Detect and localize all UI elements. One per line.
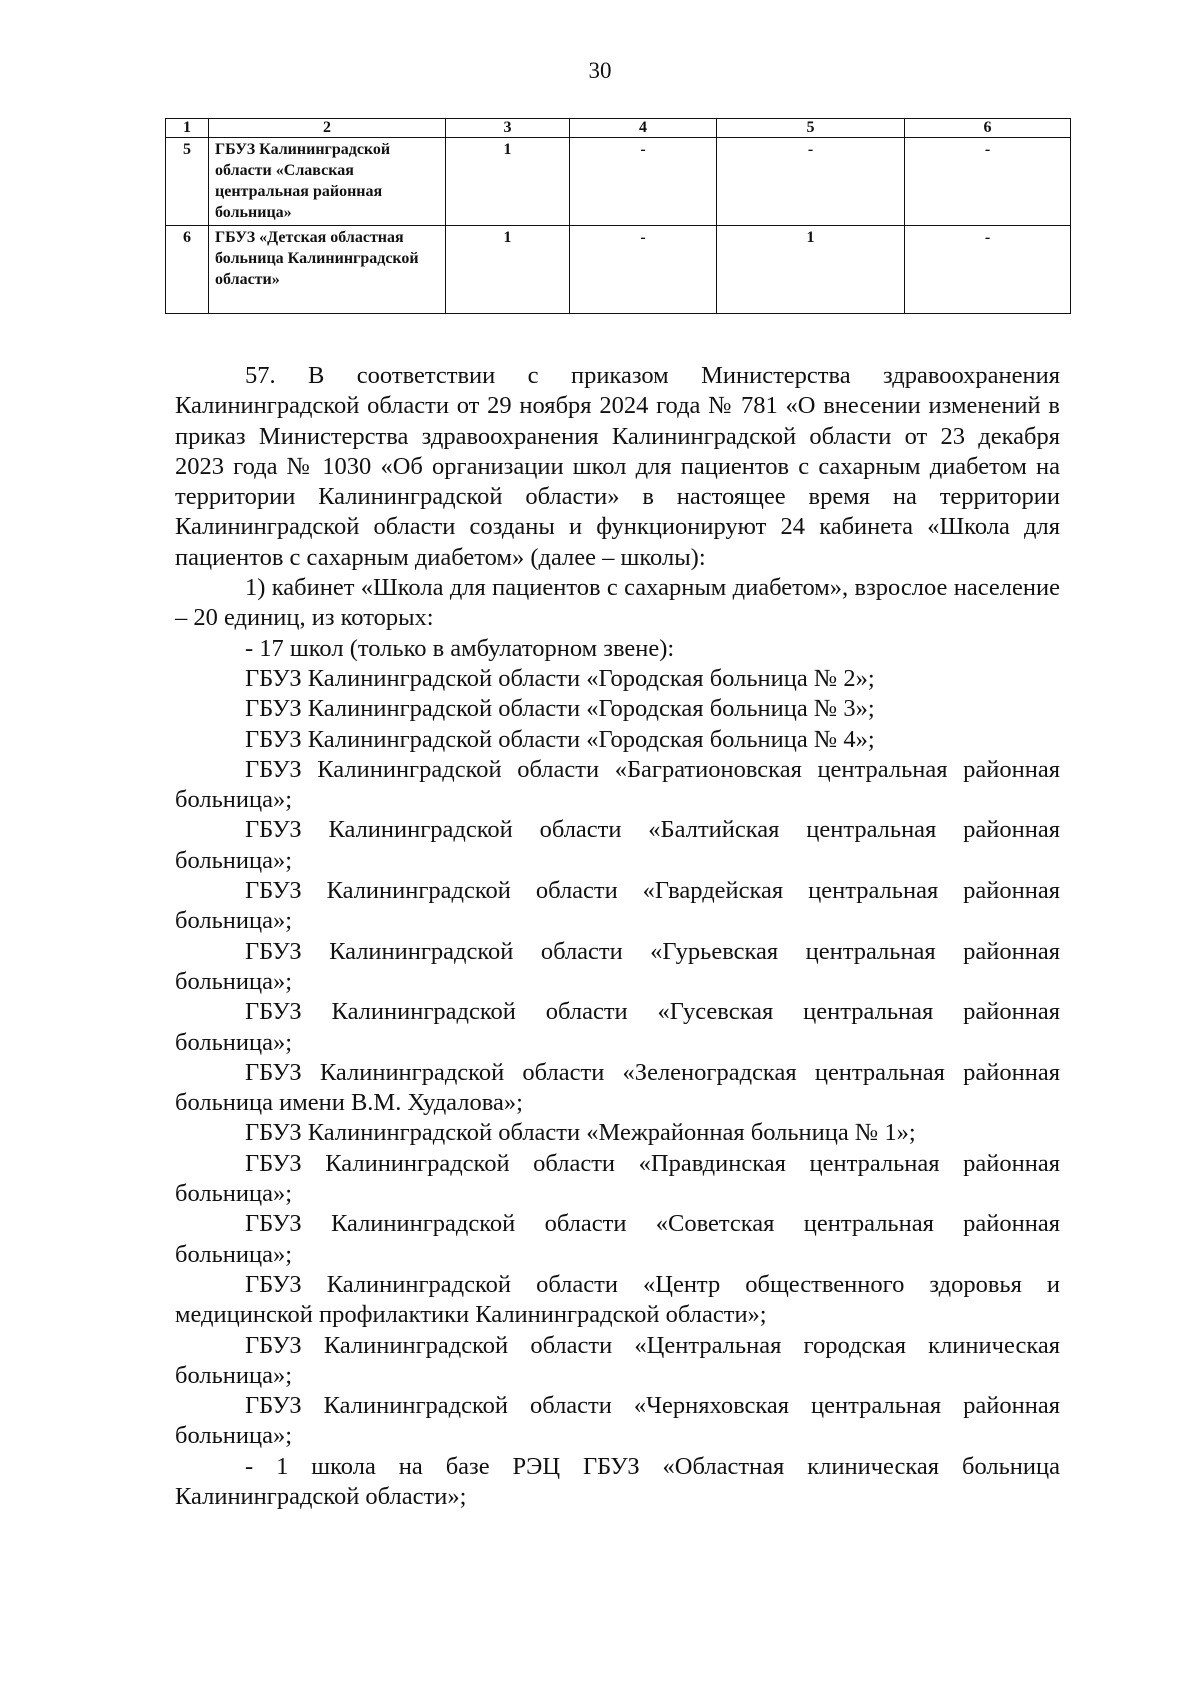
list-item: ГБУЗ Калининградской области «Городская больница № 4»; [245,725,875,753]
row-number: 6 [166,226,209,314]
paragraph-item-1: 1) кабинет «Школа для пациентов с сахарным диабетом», взрослое население – 20 единиц, из которых: [175,574,1060,632]
body-text [175,361,1060,1512]
list-item: ГБУЗ Калининградской области «Правдинская центральная районная больница»; [175,1149,1060,1208]
list-item: ГБУЗ Калининградской области «Гвардейская центральная районная больница»; [175,877,1060,935]
list-item: ГБУЗ Калининградской области «Балтийская центральная районная больница»; [175,816,1060,874]
list-item: ГБУЗ Калининградской области «Городская больница № 2»; [245,664,875,692]
cell-col4: - [570,138,717,226]
table-row [166,226,1071,314]
list-item: ГБУЗ Калининградской области «Гурьевская центральная районная больница»; [175,937,1060,995]
cell-col3: 1 [446,226,570,314]
paragraph-subitem: - 1 школа на базе РЭЦ ГБУЗ «Областная клиническая больница Калининградской области»; [175,1452,1060,1510]
list-item: ГБУЗ Калининградской области «Городская больница № 3»; [245,695,875,723]
table-header-cell: 4 [570,119,717,138]
institution-name: ГБУЗ Калининградской области «Славская центральная районная больница» [209,138,446,226]
institution-name: ГБУЗ «Детская областная больница Калининградской области» [209,226,446,314]
row-number: 5 [166,138,209,226]
table-header-cell: 5 [717,119,905,138]
list-item: ГБУЗ Калининградской области «Советская центральная районная больница»; [175,1210,1060,1268]
list-item: ГБУЗ Калининградской области «Гусевская центральная районная больница»; [175,998,1060,1056]
page-number: 30 [588,58,612,83]
paragraph-subitem: - 17 школ (только в амбулаторном звене): [245,634,675,662]
cell-col6: - [905,138,1071,226]
table-header-cell: 2 [209,119,446,138]
cell-col3: 1 [446,138,570,226]
table-header-cell: 1 [166,119,209,138]
cell-col5: - [717,138,905,226]
list-item: ГБУЗ Калининградской области «Багратионовская центральная районная больница»; [175,755,1060,814]
list-item: ГБУЗ Калининградской области «Черняховская центральная районная больница»; [175,1392,1060,1450]
cell-col4: - [570,226,717,314]
table-header-cell: 3 [446,119,570,138]
table-row [166,138,1071,226]
cell-col6: - [905,226,1071,314]
paragraph-57: 57. В соответствии с приказом Министерства здравоохранения Калининградской области от 29 ноября 2024 года № 781 «О внесении изменений в приказ Министерства здравоохранения Калининградской области от 23 декабря 2023 года № 1030 «Об организации школ для пациентов с сахарным диабетом на территории Калининградской области» в настоящее время на территории Калининградской области созданы и функционируют 24 кабинета «Школа для пациентов с сахарным диабетом» (далее – школы): [175,362,1060,571]
list-item: ГБУЗ Калининградской области «Центральная городская клиническая больница»; [175,1331,1060,1389]
cell-col5: 1 [717,226,905,314]
list-item: ГБУЗ Калининградской области «Зеленоградская центральная районная больница имени В.М. Худалова»; [175,1058,1060,1117]
hospital-table [165,118,1071,314]
list-item: ГБУЗ Калининградской области «Межрайонная больница № 1»; [245,1119,916,1147]
table-header-cell: 6 [905,119,1071,138]
table-header-row [166,119,1071,138]
list-item: ГБУЗ Калининградской области «Центр общественного здоровья и медицинской профилактики Калининградской области»; [175,1270,1060,1329]
